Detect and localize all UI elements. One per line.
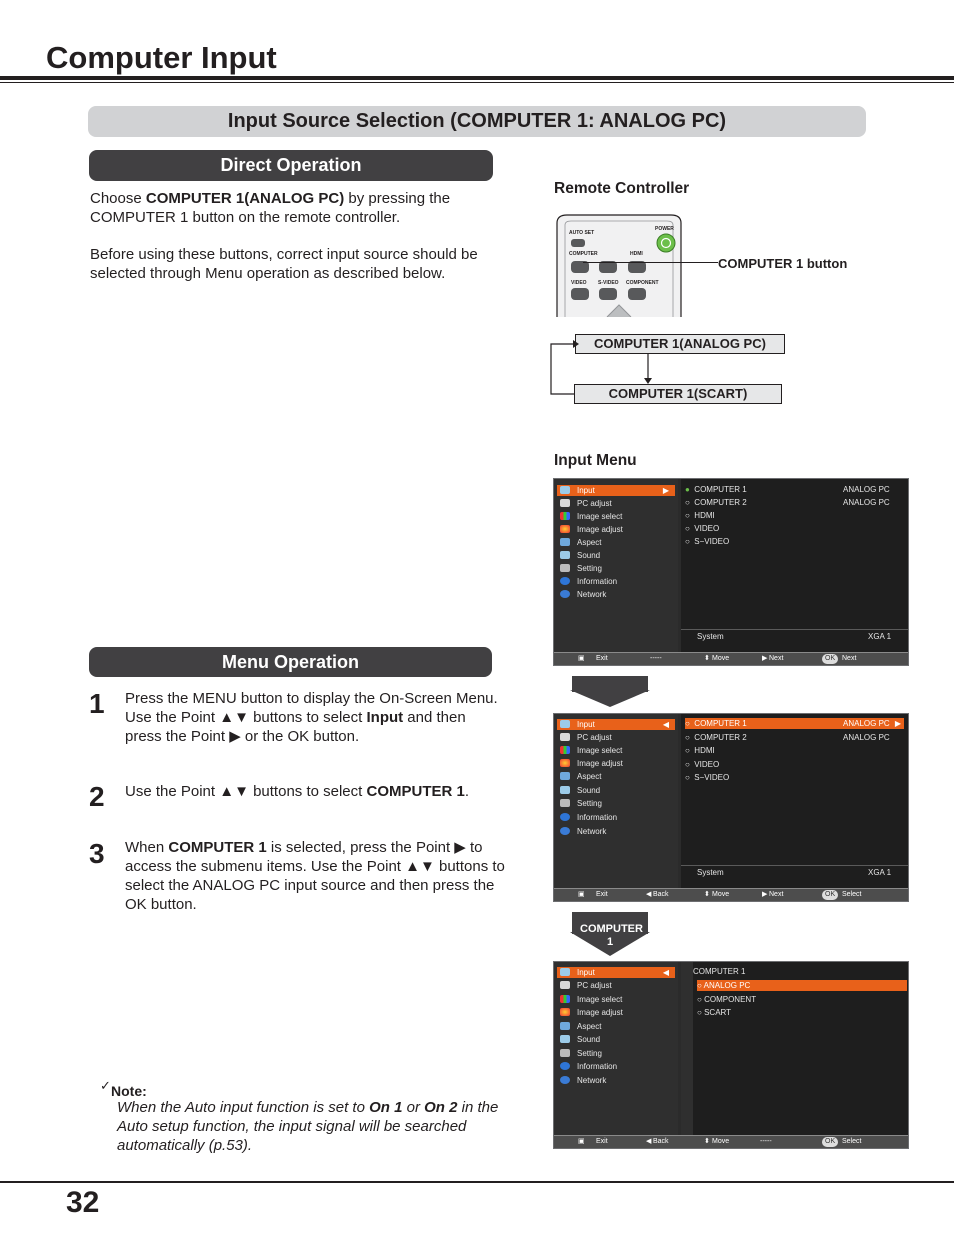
osd2-row-value: ANALOG PC xyxy=(843,719,890,728)
osd2-row-name: HDMI xyxy=(694,746,715,755)
osd1-item-sound[interactable] xyxy=(557,550,675,561)
osd3-menu-column xyxy=(554,962,678,1136)
osd2-radio-icon: ○ xyxy=(685,760,690,769)
osd1-row-video[interactable] xyxy=(685,523,904,534)
osd3-bar-exit: Exit xyxy=(596,1138,608,1145)
osd2-radio-icon: ○ xyxy=(685,733,690,742)
osd2-row-computer2[interactable] xyxy=(685,732,904,743)
direct-paragraph-2: Before using these buttons, correct input source should be selected through Menu operation as described below. xyxy=(90,246,478,282)
osd1-updown-icon: ⬍ xyxy=(704,655,710,662)
osd1-item-label: Information xyxy=(577,577,618,586)
osd2-item-label: Network xyxy=(577,827,607,836)
osd1-bar-ok-action: Next xyxy=(842,655,857,662)
computer1-button-callout: COMPUTER 1 button xyxy=(718,256,848,271)
osd2-item-image-adjust[interactable] xyxy=(557,758,675,769)
osd1-item-information[interactable] xyxy=(557,576,675,587)
step-1-text-a: Press the MENU button to display the On-Screen Menu. Use the Point ▲▼ buttons to select xyxy=(125,690,498,726)
footer-rule xyxy=(0,1181,954,1183)
osd3-submenu-panel xyxy=(681,962,908,1136)
osd2-item-pc-adjust[interactable] xyxy=(557,732,675,743)
osd2-row-name: VIDEO xyxy=(694,760,720,769)
page-title: Computer Input xyxy=(46,40,277,75)
osd1-row-hdmi[interactable] xyxy=(685,510,904,521)
osd3-sub-component[interactable] xyxy=(697,994,756,1005)
osd2-row-name: COMPUTER 2 xyxy=(694,733,747,742)
osd3-item-label: PC adjust xyxy=(577,981,612,990)
osd1-menu-column xyxy=(554,479,678,653)
osd2-left-arrow-icon: ◀ xyxy=(662,720,669,729)
osd2-row-value: ANALOG PC xyxy=(843,733,890,742)
osd2-right-arrow-icon: ▶ xyxy=(894,719,901,728)
osd1-help-bar xyxy=(554,652,908,665)
note-t5: in the Auto setup function, the input signal will be searched automatically (p.53). xyxy=(117,1099,499,1154)
osd2-input-panel xyxy=(681,714,908,889)
osd2-system-value: XGA 1 xyxy=(868,868,892,877)
osd1-item-label: Image select xyxy=(577,512,623,521)
note-t3: or xyxy=(402,1099,425,1116)
step-2-text-a: Use the Point ▲▼ buttons to select xyxy=(125,783,367,800)
osd2-item-label: Information xyxy=(577,813,618,822)
osd3-radio-icon: ○ xyxy=(697,981,702,990)
osd1-item-pc-adjust[interactable] xyxy=(557,498,675,509)
osd2-item-label: PC adjust xyxy=(577,733,612,742)
osd1-row-value: ANALOG PC xyxy=(843,498,890,507)
osd1-item-label: PC adjust xyxy=(577,499,612,508)
osd1-row-name: S−VIDEO xyxy=(694,537,730,546)
osd2-radio-icon: ○ xyxy=(685,773,690,782)
osd2-item-input[interactable] xyxy=(557,719,675,730)
osd3-item-pc-adjust[interactable] xyxy=(557,980,675,991)
osd2-row-computer1[interactable] xyxy=(685,718,904,729)
note-label: Note: xyxy=(111,1083,147,1099)
osd2-radio-icon: ○ xyxy=(685,719,690,728)
osd3-bar-move: Move xyxy=(712,1138,730,1145)
osd2-menu-column xyxy=(554,714,678,889)
direct-operation-heading: Direct Operation xyxy=(89,150,493,181)
osd1-row-computer2[interactable] xyxy=(685,497,904,508)
cycle-box-analog: COMPUTER 1(ANALOG PC) xyxy=(575,334,785,354)
osd3-exit-icon: ▣ xyxy=(578,1138,585,1145)
osd3-bar-ok-action: Select xyxy=(842,1138,862,1145)
step-1-text xyxy=(125,689,505,746)
osd3-bar-next: ----- xyxy=(760,1138,772,1145)
osd3-item-input[interactable] xyxy=(557,967,675,978)
step-2-text-b: COMPUTER 1 xyxy=(366,783,465,800)
osd2-row-name: COMPUTER 1 xyxy=(694,719,747,728)
osd1-item-aspect[interactable] xyxy=(557,537,675,548)
osd1-item-label: Sound xyxy=(577,551,601,560)
step-2-text-c: . xyxy=(464,783,469,800)
osd1-bar-move: Move xyxy=(712,655,730,662)
step-2-number: 2 xyxy=(89,781,105,812)
direct-p1-c: by pressing the COMPUTER 1 button on the remote controller. xyxy=(90,190,451,226)
cycle-box-scart: COMPUTER 1(SCART) xyxy=(574,384,782,404)
osd2-item-label: Input xyxy=(577,720,595,729)
step-arrow-1-head xyxy=(570,690,650,707)
osd1-system-value: XGA 1 xyxy=(868,632,892,641)
osd1-active-dot-icon: ● xyxy=(685,485,690,494)
osd1-row-name: VIDEO xyxy=(694,524,720,533)
callout-line xyxy=(583,262,718,263)
osd3-item-label: Information xyxy=(577,1062,618,1071)
osd1-bar-exit: Exit xyxy=(596,655,608,662)
computer-label: COMPUTER xyxy=(569,251,598,257)
step-3-number: 3 xyxy=(89,838,105,869)
osd3-sub-label: COMPONENT xyxy=(704,995,757,1004)
osd1-row-computer1[interactable] xyxy=(685,484,904,495)
osd3-item-setting[interactable] xyxy=(557,1048,675,1059)
osd1-item-image-select[interactable] xyxy=(557,511,675,522)
osd3-item-information[interactable] xyxy=(557,1061,675,1072)
osd2-help-bar xyxy=(554,888,908,901)
menu-operation-heading: Menu Operation xyxy=(89,647,492,677)
osd3-item-label: Image select xyxy=(577,995,623,1004)
svideo-label: S-VIDEO xyxy=(598,280,619,286)
osd2-left-icon: ◀ xyxy=(646,891,652,898)
osd1-item-setting[interactable] xyxy=(557,563,675,574)
step-1-text-c: and then press the Point ▶ or the OK button. xyxy=(125,709,466,745)
osd3-item-label: Network xyxy=(577,1076,607,1085)
note-text xyxy=(117,1098,512,1155)
osd1-input-panel xyxy=(681,479,908,653)
osd1-right-arrow-icon: ▶ xyxy=(662,486,669,495)
osd2-item-label: Image select xyxy=(577,746,623,755)
osd1-row-name: HDMI xyxy=(694,511,715,520)
osd3-item-image-adjust[interactable] xyxy=(557,1007,675,1018)
osd-menu-3 xyxy=(553,961,909,1149)
osd2-item-network[interactable] xyxy=(557,826,675,837)
step-1-text-b: Input xyxy=(366,709,404,726)
page-number: 32 xyxy=(66,1186,100,1219)
osd3-radio-icon: ○ xyxy=(697,995,702,1004)
osd3-sub-label: ANALOG PC xyxy=(703,981,751,990)
osd1-item-label: Setting xyxy=(577,564,602,573)
header-rule-thin xyxy=(0,82,954,83)
osd1-row-value: ANALOG PC xyxy=(843,485,890,494)
step-1-number: 1 xyxy=(89,688,105,719)
osd1-radio-icon: ○ xyxy=(685,537,690,546)
osd1-item-input[interactable] xyxy=(557,485,675,496)
osd3-item-label: Sound xyxy=(577,1035,601,1044)
osd2-item-image-select[interactable] xyxy=(557,745,675,756)
osd2-bar-next: Next xyxy=(769,891,784,898)
osd2-item-label: Sound xyxy=(577,786,601,795)
osd3-item-aspect[interactable] xyxy=(557,1021,675,1032)
osd1-row-name: COMPUTER 1 xyxy=(694,485,747,494)
note-t1: When the Auto input function is set to xyxy=(117,1099,370,1116)
osd3-item-label: Input xyxy=(577,968,595,977)
osd3-item-label: Image adjust xyxy=(577,1008,623,1017)
osd3-bar-back: Back xyxy=(653,1138,669,1145)
section-title: Input Source Selection (COMPUTER 1: ANALOG PC) xyxy=(88,106,866,137)
osd2-row-hdmi[interactable] xyxy=(685,745,904,756)
osd1-exit-icon: ▣ xyxy=(578,655,585,662)
osd2-exit-icon: ▣ xyxy=(578,891,585,898)
osd2-updown-icon: ⬍ xyxy=(704,891,710,898)
osd1-item-image-adjust[interactable] xyxy=(557,524,675,535)
step-2-text xyxy=(125,782,505,801)
osd1-radio-icon: ○ xyxy=(685,498,690,507)
osd2-bar-exit: Exit xyxy=(596,891,608,898)
osd3-sub-scart[interactable] xyxy=(697,1007,731,1018)
osd2-ok-icon: OK xyxy=(822,890,838,900)
step-3-text-c: is selected, press the Point ▶ to access the submenu items. Use the Point ▲▼ buttons to select the ANALOG PC input source and then press the OK button. xyxy=(125,839,505,913)
osd1-radio-icon: ○ xyxy=(685,524,690,533)
osd3-submenu-title: COMPUTER 1 xyxy=(693,967,746,976)
osd3-sub-analog-pc[interactable] xyxy=(697,980,907,991)
header-rule xyxy=(0,76,954,80)
osd1-divider xyxy=(681,629,908,630)
osd1-row-name: COMPUTER 2 xyxy=(694,498,747,507)
direct-paragraph-1 xyxy=(90,189,500,227)
remote-illustration xyxy=(555,213,683,317)
osd3-item-label: Aspect xyxy=(577,1022,602,1031)
osd1-item-label: Input xyxy=(577,486,595,495)
osd3-radio-icon: ○ xyxy=(697,1008,702,1017)
osd3-updown-icon: ⬍ xyxy=(704,1138,710,1145)
osd3-left-arrow-icon: ◀ xyxy=(662,968,669,977)
component-label: COMPONENT xyxy=(626,280,659,286)
osd3-ok-icon: OK xyxy=(822,1137,838,1147)
osd3-sub-label: SCART xyxy=(704,1008,732,1017)
osd-menu-1 xyxy=(553,478,909,666)
osd2-bar-move: Move xyxy=(712,891,730,898)
osd2-divider xyxy=(681,865,908,866)
osd3-item-image-select[interactable] xyxy=(557,994,675,1005)
osd2-item-aspect[interactable] xyxy=(557,771,675,782)
osd3-help-bar xyxy=(554,1135,908,1148)
osd3-left-icon: ◀ xyxy=(646,1138,652,1145)
osd2-right-icon: ▶ xyxy=(762,891,768,898)
osd2-radio-icon: ○ xyxy=(685,746,690,755)
osd3-item-network[interactable] xyxy=(557,1075,675,1086)
osd2-bar-ok-action: Select xyxy=(842,891,862,898)
osd2-item-setting[interactable] xyxy=(557,798,675,809)
input-menu-heading: Input Menu xyxy=(554,452,637,469)
osd2-row-svideo[interactable] xyxy=(685,772,904,783)
osd1-row-svideo[interactable] xyxy=(685,536,904,547)
osd1-radio-icon: ○ xyxy=(685,511,690,520)
hdmi-label: HDMI xyxy=(630,251,643,257)
osd3-item-label: Setting xyxy=(577,1049,602,1058)
power-label: POWER xyxy=(655,226,674,232)
step-3-text xyxy=(125,838,505,914)
osd-menu-2 xyxy=(553,713,909,902)
note-t2: On 1 xyxy=(369,1099,403,1116)
osd1-system-label: System xyxy=(697,632,724,641)
osd1-right-icon: ▶ xyxy=(762,655,768,662)
osd2-item-label: Aspect xyxy=(577,772,602,781)
osd1-item-label: Aspect xyxy=(577,538,602,547)
osd2-row-name: S−VIDEO xyxy=(694,773,730,782)
osd1-bar-next: Next xyxy=(769,655,784,662)
osd1-bar-back: ----- xyxy=(650,655,662,662)
video-label: VIDEO xyxy=(571,280,587,286)
osd1-item-label: Network xyxy=(577,590,607,599)
osd2-system-label: System xyxy=(697,868,724,877)
direct-p1-b: COMPUTER 1(ANALOG PC) xyxy=(145,190,345,207)
note-t4: On 2 xyxy=(424,1099,458,1116)
osd2-item-label: Image adjust xyxy=(577,759,623,768)
direct-p1-a: Choose xyxy=(90,190,146,207)
osd2-item-information[interactable] xyxy=(557,812,675,823)
osd3-item-sound[interactable] xyxy=(557,1034,675,1045)
osd3-submenu-gutter xyxy=(681,962,693,1136)
osd2-item-label: Setting xyxy=(577,799,602,808)
osd2-bar-back: Back xyxy=(653,891,669,898)
autoset-label: AUTO SET xyxy=(569,230,595,236)
osd1-ok-icon: OK xyxy=(822,654,838,664)
remote-heading: Remote Controller xyxy=(554,180,690,197)
osd1-item-network[interactable] xyxy=(557,589,675,600)
osd2-row-video[interactable] xyxy=(685,759,904,770)
osd2-item-sound[interactable] xyxy=(557,785,675,796)
osd1-item-label: Image adjust xyxy=(577,525,623,534)
step-3-text-b: COMPUTER 1 xyxy=(168,839,267,856)
step-arrow-2-label: COMPUTER 1 xyxy=(580,923,643,948)
cycle-arrows xyxy=(548,340,658,400)
note-check-icon: ✓ xyxy=(100,1078,111,1093)
step-3-text-a: When xyxy=(125,839,169,856)
